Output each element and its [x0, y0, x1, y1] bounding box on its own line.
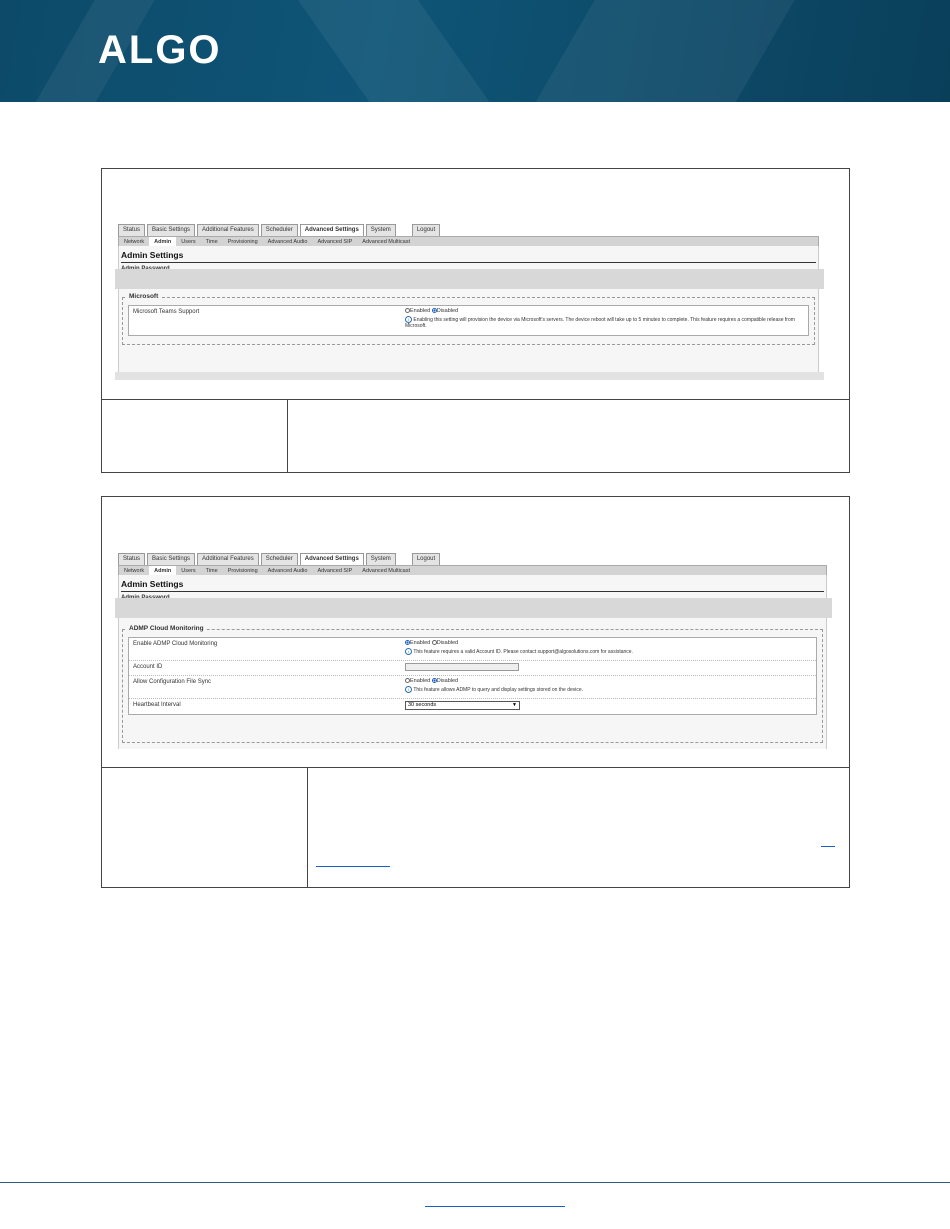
row-heartbeat: [129, 699, 816, 715]
subnav-provisioning[interactable]: Provisioning: [227, 568, 258, 574]
screenshot-microsoft: [118, 224, 819, 379]
doc-table-microsoft: [101, 168, 850, 473]
enable-admp-radios: [405, 640, 458, 646]
subnav-users[interactable]: Users: [181, 239, 196, 245]
screenshot-admp: [118, 553, 827, 749]
footer-link-underline[interactable]: [425, 1206, 565, 1207]
tab-advanced-settings[interactable]: Advanced Settings: [300, 553, 364, 565]
torn-edge-bottom: [115, 372, 824, 380]
subnav-advanced-multicast[interactable]: Advanced Multicast: [362, 568, 410, 574]
subnav-advanced-audio[interactable]: Advanced Audio: [267, 568, 308, 574]
settings-rows: [128, 305, 809, 336]
tab-basic-settings[interactable]: Basic Settings: [147, 224, 195, 236]
page-title: Admin Settings: [121, 579, 184, 589]
row-enable-admp: [129, 638, 816, 661]
microsoft-section: [122, 293, 815, 345]
tab-logout[interactable]: Logout: [412, 553, 440, 565]
link-underline-2[interactable]: [316, 866, 390, 867]
row-account-id: [129, 661, 816, 676]
tab-logout[interactable]: Logout: [412, 224, 440, 236]
admp-section: [122, 625, 823, 743]
info-icon: i: [405, 686, 412, 693]
tab-additional-features[interactable]: Additional Features: [197, 224, 259, 236]
torn-edge: [115, 269, 824, 289]
row-config-sync: [129, 676, 816, 699]
column-divider: [307, 767, 308, 887]
teams-disabled-label: Disabled: [436, 308, 459, 314]
enable-admp-hint: [405, 648, 800, 655]
config-sync-label: Allow Configuration File Sync: [133, 679, 212, 685]
subnav-admin[interactable]: Admin: [149, 566, 176, 576]
footer-rule: [0, 1182, 950, 1183]
heartbeat-select[interactable]: [405, 701, 520, 710]
subnav-advanced-multicast[interactable]: Advanced Multicast: [362, 239, 410, 245]
tab-scheduler[interactable]: Scheduler: [261, 553, 298, 565]
heartbeat-label: Heartbeat Interval: [133, 702, 181, 708]
subnav-time[interactable]: Time: [205, 239, 218, 245]
teams-support-radios: [405, 308, 458, 314]
tab-advanced-settings[interactable]: Advanced Settings: [300, 224, 364, 236]
table-divider: [102, 767, 849, 768]
tab-basic-settings[interactable]: Basic Settings: [147, 553, 195, 565]
enable-admp-label: Enable ADMP Cloud Monitoring: [133, 641, 218, 647]
subnav-advanced-sip[interactable]: Advanced SIP: [317, 239, 353, 245]
chevron-down-icon: ▼: [512, 702, 517, 708]
enable-admp-hint-text: This feature requires a valid Account ID. Please contact support@algosolutions.com for assistance.: [413, 648, 633, 655]
admp-enabled-label: Enabled: [410, 640, 431, 646]
subnav-time[interactable]: Time: [205, 568, 218, 574]
subnav-network[interactable]: Network: [124, 568, 145, 574]
subnav-advanced-audio[interactable]: Advanced Audio: [267, 239, 308, 245]
page-title: Admin Settings: [121, 250, 184, 260]
torn-edge: [115, 598, 832, 618]
account-id-input[interactable]: [405, 663, 519, 671]
subnav-users[interactable]: Users: [181, 568, 196, 574]
tab-status[interactable]: Status: [118, 553, 145, 565]
row-teams-support: [129, 306, 808, 335]
teams-hint: [405, 316, 800, 329]
subnav-advanced-sip[interactable]: Advanced SIP: [317, 568, 353, 574]
account-id-label: Account ID: [133, 664, 163, 670]
admin-panel: [118, 246, 819, 379]
tab-status[interactable]: Status: [118, 224, 145, 236]
config-sync-hint-text: This feature allows ADMP to query and display settings stored on the device.: [413, 686, 584, 693]
tab-system[interactable]: System: [366, 553, 396, 565]
header-banner: [0, 0, 950, 102]
section-title: Microsoft: [129, 293, 159, 300]
top-tabs: [118, 553, 442, 565]
teams-enabled-label: Enabled: [410, 308, 431, 314]
admin-panel: [118, 575, 827, 749]
section-title: ADMP Cloud Monitoring: [129, 625, 204, 632]
teams-hint-text: Enabling this setting will provision the device via Microsoft's servers. The device reboot will take up to 5 minutes to complete. This feature requires a compatible release from Microsoft.: [405, 316, 795, 329]
config-sync-radios: [405, 678, 458, 684]
sync-enabled-label: Enabled: [410, 678, 431, 684]
table-divider: [102, 399, 849, 400]
tab-scheduler[interactable]: Scheduler: [261, 224, 298, 236]
link-underline[interactable]: [821, 846, 835, 847]
settings-rows: [128, 637, 817, 715]
teams-support-label: Microsoft Teams Support: [133, 309, 200, 315]
sync-disabled-label: Disabled: [436, 678, 459, 684]
tab-system[interactable]: System: [366, 224, 396, 236]
doc-table-admp: [101, 496, 850, 888]
info-icon: i: [405, 316, 412, 323]
tab-additional-features[interactable]: Additional Features: [197, 553, 259, 565]
info-icon: i: [405, 648, 412, 655]
top-tabs: [118, 224, 442, 236]
subnav-network[interactable]: Network: [124, 239, 145, 245]
config-sync-hint: [405, 686, 800, 693]
heartbeat-value: 30 seconds: [408, 702, 437, 708]
title-rule: [121, 591, 824, 592]
subnav-admin[interactable]: Admin: [149, 237, 176, 247]
algo-logo: ALGO: [98, 28, 222, 72]
admp-disabled-label: Disabled: [436, 640, 459, 646]
column-divider: [287, 399, 288, 472]
subnav-provisioning[interactable]: Provisioning: [227, 239, 258, 245]
title-rule: [121, 262, 816, 263]
